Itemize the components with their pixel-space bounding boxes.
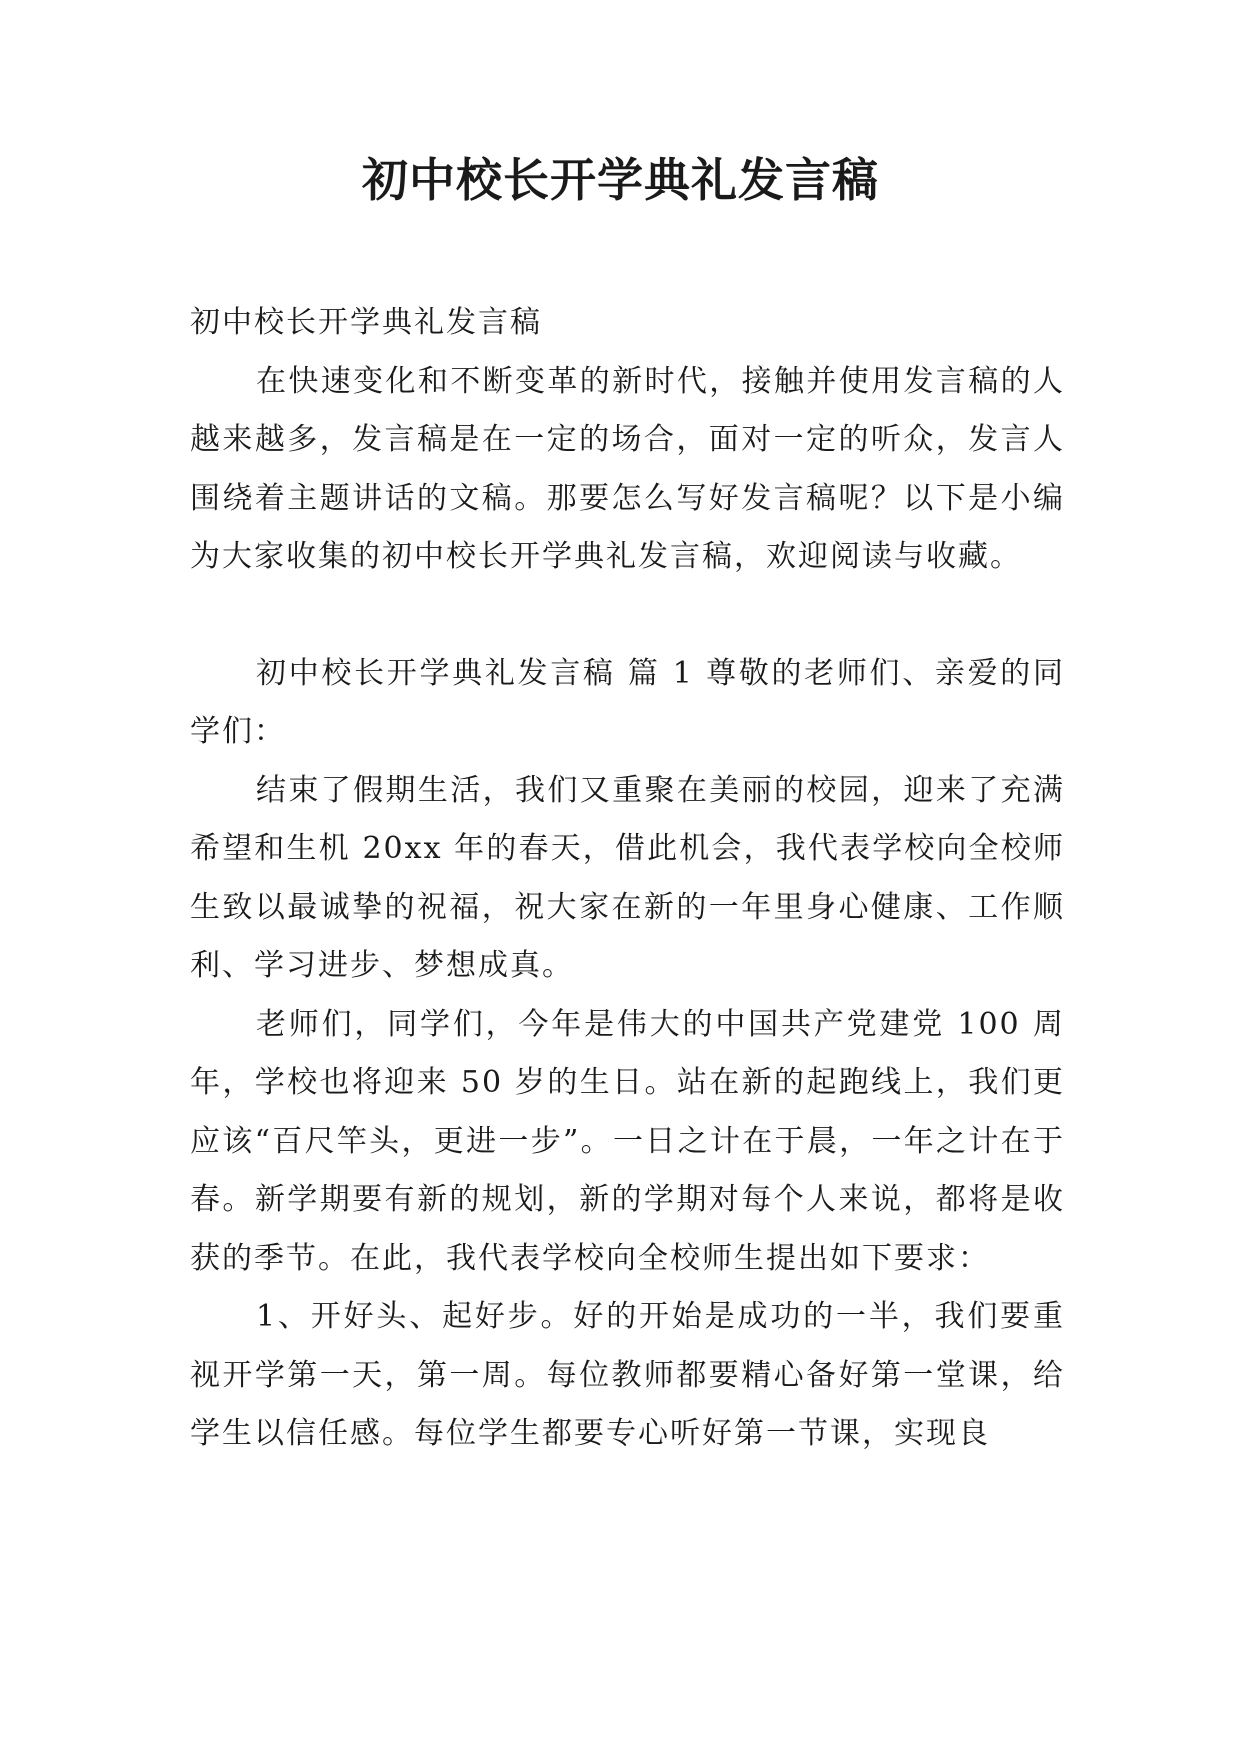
document-body	[190, 294, 1065, 1464]
body-paragraph: 1、开好头、起好步。好的开始是成功的一半，我们要重视开学第一天，第一周。每位教师都要精心备好第一堂课，给学生以信任感。每位学生都要专心听好第一节课，实现良	[190, 1299, 1065, 1451]
subtitle-paragraph: 初中校长开学典礼发言稿	[190, 305, 542, 340]
document-title: 初中校长开学典礼发言稿	[362, 153, 879, 207]
intro-paragraph: 在快速变化和不断变革的新时代，接触并使用发言稿的人越来越多，发言稿是在一定的场合，面对一定的听众，发言人围绕着主题讲话的文稿。那要怎么写好发言稿呢？以下是小编为大家收集的初中校长开学典礼发言稿，欢迎阅读与收藏。	[190, 363, 1065, 574]
section-heading-paragraph: 初中校长开学典礼发言稿 篇 1 尊敬的老师们、亲爱的同学们：	[190, 655, 1065, 749]
body-paragraph: 老师们，同学们，今年是伟大的中国共产党建党 100 周年，学校也将迎来 50 岁的生日。站在新的起跑线上，我们更应该“百尺竿头，更进一步”。一日之计在于晨，一年之计在于春。新学期要有新的规划，新的学期对每个人来说，都将是收获的季节。在此，我代表学校向全校师生提出如下要求：	[190, 1006, 1065, 1276]
body-paragraph: 结束了假期生活，我们又重聚在美丽的校园，迎来了充满希望和生机 20xx 年的春天，借此机会，我代表学校向全校师生致以最诚挚的祝福，祝大家在新的一年里身心健康、工作顺利、学习进步、梦想成真。	[190, 772, 1065, 983]
